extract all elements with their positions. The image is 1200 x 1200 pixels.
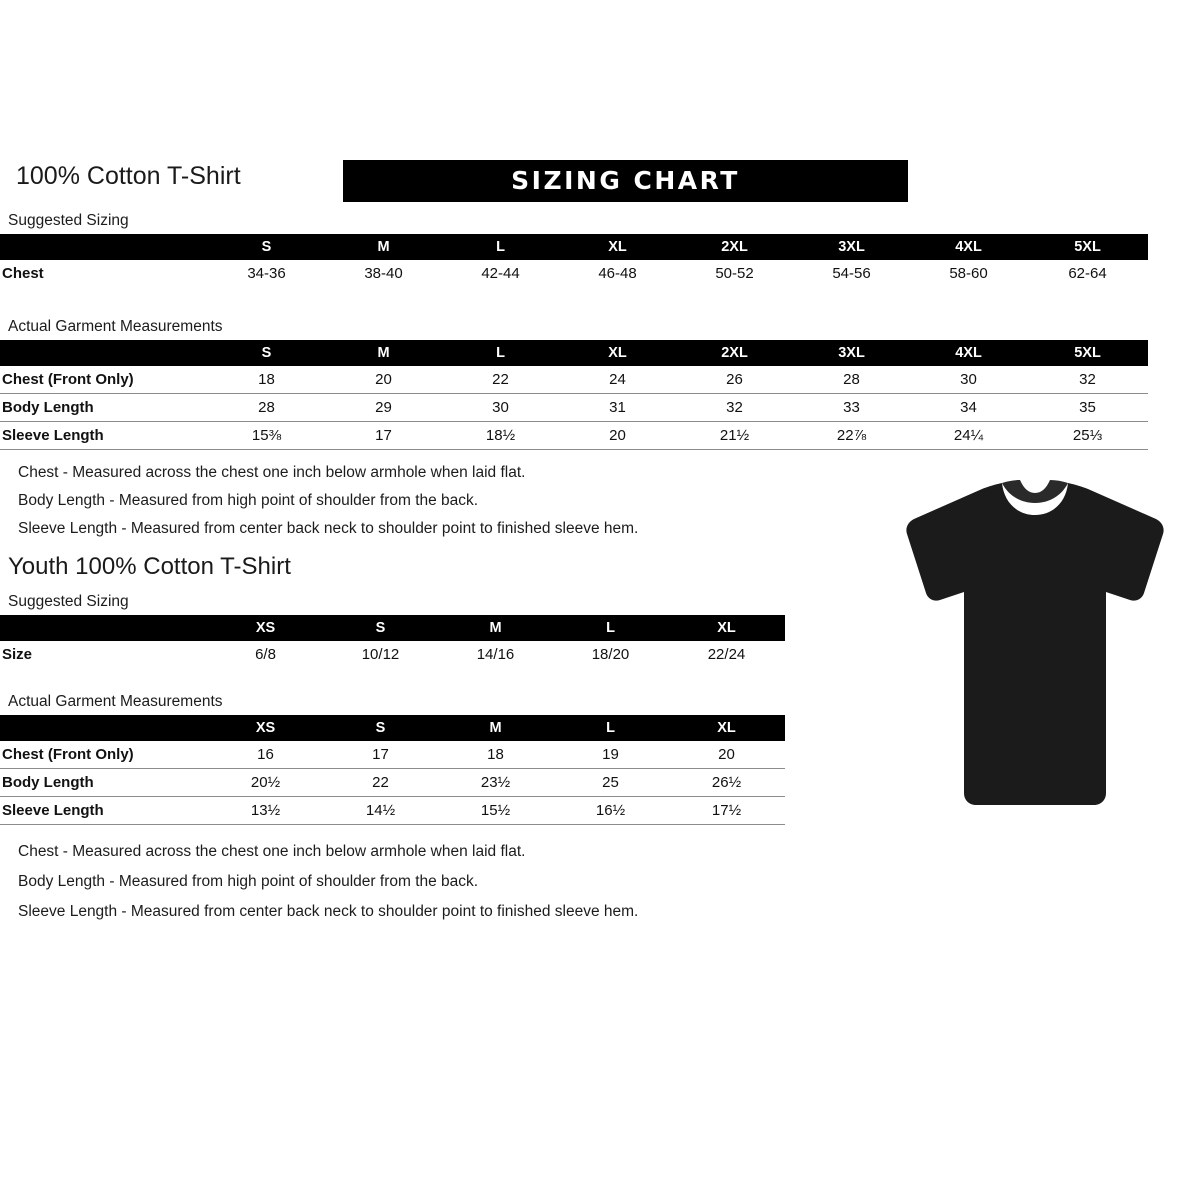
page-title: 100% Cotton T-Shirt — [16, 162, 241, 190]
cell: 20 — [668, 741, 785, 769]
col-header: 3XL — [793, 234, 910, 260]
cell: 20½ — [208, 769, 323, 797]
col-header: L — [553, 615, 668, 641]
sizing-chart-banner-label: SIZING CHART — [511, 166, 740, 195]
cell: 20 — [325, 366, 442, 394]
cell: 16 — [208, 741, 323, 769]
youth-actual-table — [0, 715, 785, 825]
cell: 25 — [553, 769, 668, 797]
cell: 18 — [438, 741, 553, 769]
col-header: S — [208, 340, 325, 366]
table-row — [0, 394, 1148, 422]
cell: 25⅓ — [1027, 422, 1148, 450]
cell: 18½ — [442, 422, 559, 450]
cell: 38-40 — [364, 265, 403, 282]
cell: 13½ — [208, 797, 323, 825]
adult-note-body-length: Body Length - Measured from high point of shoulder from the back. — [18, 492, 479, 509]
cell: 42-44 — [481, 265, 520, 282]
youth-note-chest: Chest - Measured across the chest one inch below armhole when laid flat. — [18, 843, 526, 860]
col-header: L — [442, 234, 559, 260]
cell: 23½ — [438, 769, 553, 797]
cell: 16½ — [553, 797, 668, 825]
youth-note-body-length: Body Length - Measured from high point of shoulder from the back. — [18, 873, 479, 890]
table-row — [0, 769, 785, 797]
adult-actual-table — [0, 340, 1148, 450]
cell: 14/16 — [476, 646, 515, 663]
table-header-row — [0, 715, 785, 741]
col-header: 4XL — [910, 340, 1027, 366]
black-t-shirt-icon — [890, 475, 1180, 815]
col-header: M — [325, 234, 442, 260]
row-label: Body Length — [0, 769, 208, 797]
table-row — [0, 260, 1148, 287]
adult-note-chest: Chest - Measured across the chest one inch below armhole when laid flat. — [18, 464, 526, 481]
adult-note-sleeve-length: Sleeve Length - Measured from center back neck to shoulder point to finished sleeve hem. — [18, 520, 639, 537]
col-header: XL — [668, 715, 785, 741]
cell: 50-52 — [715, 265, 754, 282]
col-header: 5XL — [1027, 340, 1148, 366]
youth-suggested-caption: Suggested Sizing — [8, 593, 129, 610]
cell: 58-60 — [949, 265, 988, 282]
table-row — [0, 366, 1148, 394]
product-image — [890, 475, 1180, 815]
chart-header — [8, 160, 908, 204]
cell: 14½ — [323, 797, 438, 825]
col-header: M — [438, 715, 553, 741]
cell: 19 — [553, 741, 668, 769]
cell: 21½ — [676, 422, 793, 450]
table-row — [0, 422, 1148, 450]
col-header: S — [323, 715, 438, 741]
col-header: XL — [559, 340, 676, 366]
table-header-row — [0, 615, 785, 641]
youth-actual-caption: Actual Garment Measurements — [8, 693, 223, 710]
table-header-row — [0, 340, 1148, 366]
cell: 31 — [559, 394, 676, 422]
cell: 28 — [208, 394, 325, 422]
row-label: Size — [2, 646, 33, 663]
cell: 26 — [676, 366, 793, 394]
col-header: L — [442, 340, 559, 366]
cell: 6/8 — [255, 646, 276, 663]
row-label: Sleeve Length — [0, 422, 208, 450]
cell: 35 — [1027, 394, 1148, 422]
cell: 22⅞ — [793, 422, 910, 450]
cell: 18/20 — [591, 646, 630, 663]
col-header: 3XL — [793, 340, 910, 366]
sizing-chart-banner — [343, 160, 908, 202]
youth-suggested-table — [0, 615, 785, 668]
col-header: 5XL — [1027, 234, 1148, 260]
table-row — [0, 741, 785, 769]
cell: 32 — [676, 394, 793, 422]
table-header-row — [0, 234, 1148, 260]
col-header — [0, 234, 208, 260]
cell: 46-48 — [598, 265, 637, 282]
col-header — [0, 340, 208, 366]
cell: 10/12 — [361, 646, 400, 663]
cell: 17½ — [668, 797, 785, 825]
cell: 20 — [559, 422, 676, 450]
adult-suggested-table — [0, 234, 1148, 287]
cell: 26½ — [668, 769, 785, 797]
youth-note-sleeve-length: Sleeve Length - Measured from center back neck to shoulder point to finished sleeve hem. — [18, 903, 639, 920]
cell: 33 — [793, 394, 910, 422]
cell: 34 — [910, 394, 1027, 422]
table-row — [0, 641, 785, 668]
cell: 22 — [442, 366, 559, 394]
cell: 22/24 — [707, 646, 746, 663]
row-label: Chest — [2, 265, 44, 282]
cell: 24 — [559, 366, 676, 394]
col-header: XS — [208, 715, 323, 741]
adult-actual-caption: Actual Garment Measurements — [8, 318, 223, 335]
cell: 15⅜ — [208, 422, 325, 450]
cell: 28 — [793, 366, 910, 394]
col-header: 2XL — [676, 234, 793, 260]
youth-section-title: Youth 100% Cotton T-Shirt — [8, 553, 291, 580]
col-header: 2XL — [676, 340, 793, 366]
cell: 29 — [325, 394, 442, 422]
cell: 24¼ — [910, 422, 1027, 450]
cell: 30 — [442, 394, 559, 422]
col-header — [0, 715, 208, 741]
cell: 17 — [323, 741, 438, 769]
cell: 32 — [1027, 366, 1148, 394]
col-header: XL — [559, 234, 676, 260]
col-header — [0, 615, 208, 641]
cell: 22 — [323, 769, 438, 797]
row-label: Sleeve Length — [0, 797, 208, 825]
cell: 34-36 — [247, 265, 286, 282]
col-header: 4XL — [910, 234, 1027, 260]
col-header: L — [553, 715, 668, 741]
col-header: XS — [208, 615, 323, 641]
adult-suggested-caption: Suggested Sizing — [8, 212, 129, 229]
table-row — [0, 797, 785, 825]
col-header: XL — [668, 615, 785, 641]
cell: 62-64 — [1068, 265, 1107, 282]
col-header: S — [208, 234, 325, 260]
cell: 54-56 — [832, 265, 871, 282]
col-header: M — [438, 615, 553, 641]
row-label: Body Length — [0, 394, 208, 422]
cell: 18 — [208, 366, 325, 394]
col-header: M — [325, 340, 442, 366]
row-label: Chest (Front Only) — [0, 741, 208, 769]
cell: 15½ — [438, 797, 553, 825]
cell: 17 — [325, 422, 442, 450]
cell: 30 — [910, 366, 1027, 394]
col-header: S — [323, 615, 438, 641]
row-label: Chest (Front Only) — [0, 366, 208, 394]
